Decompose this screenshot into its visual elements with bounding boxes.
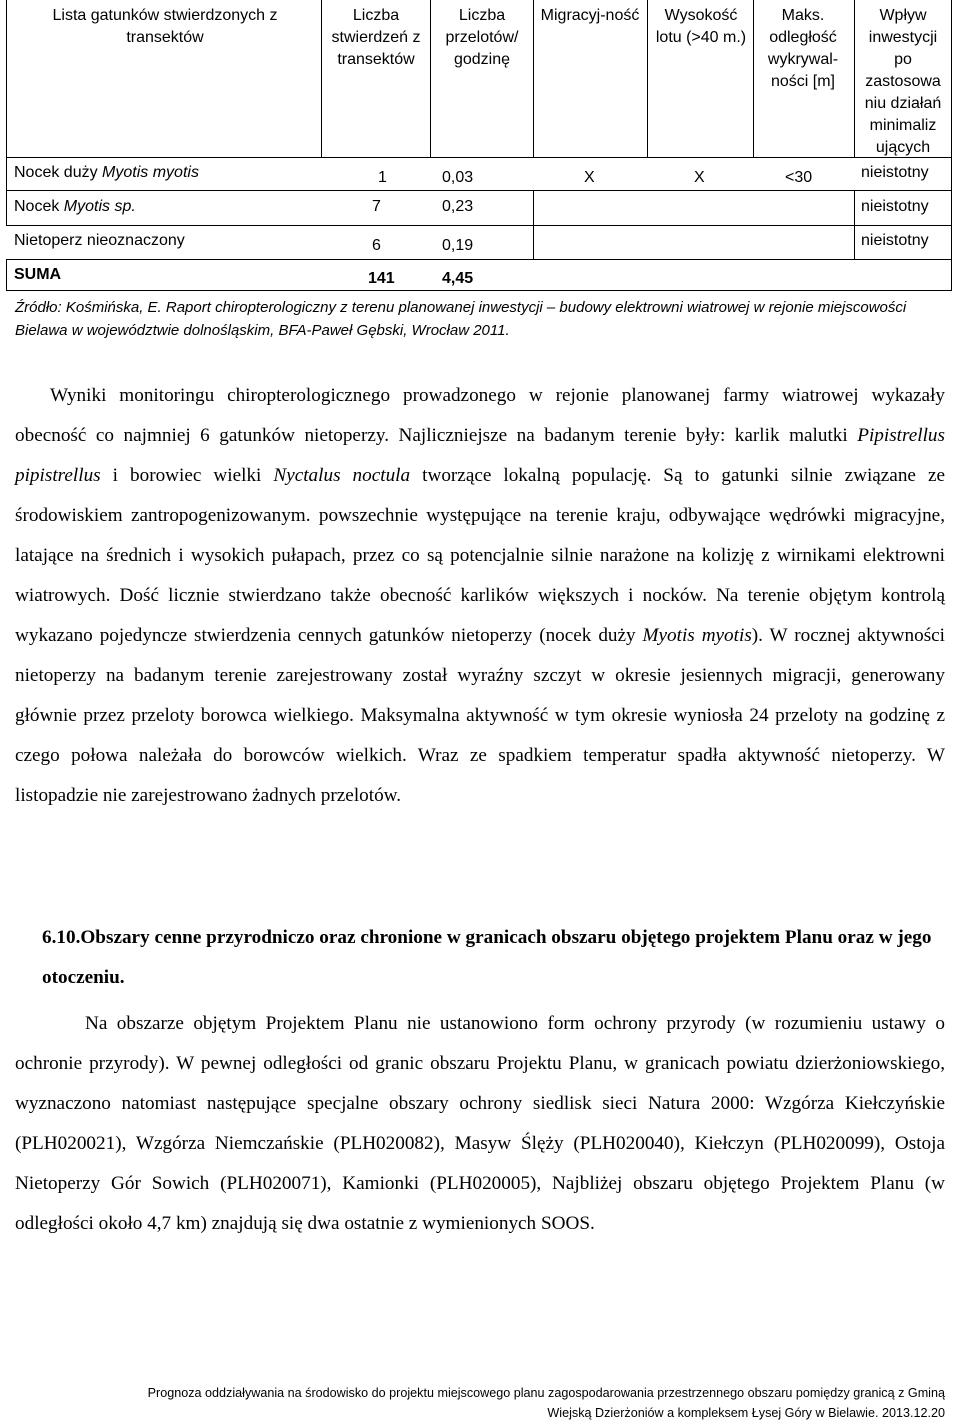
row-3-count: 6 <box>372 237 381 254</box>
header-distance: Maks. odległość wykrywal-ności [m] <box>767 7 839 90</box>
header-flights: Liczba przelotów/ godzinę <box>445 7 519 68</box>
sum-count: 141 <box>368 270 395 287</box>
row-2-species: Nocek Myotis sp. <box>14 198 136 215</box>
table-source-note: Źródło: Kośmińska, E. Raport chiropterologiczny z terenu planowanej inwestycji – budowy elektrowni wiatrowej w rejonie miejscowości Bielawa w województwie dolnośląskim, BFA-Paweł Gębski, Wrocław 2011. <box>15 299 907 339</box>
row-3-impact: nieistotny <box>861 232 929 249</box>
sum-flights: 4,45 <box>442 270 474 287</box>
section-heading: 6.10.Obszary cenne przyrodniczo oraz chronione w granicach obszaru objętego projektem Planu oraz w jego otoczeniu. <box>42 927 932 988</box>
header-count: Liczba stwierdzeń z transektów <box>331 7 421 68</box>
header-species: Lista gatunków stwierdzonych z transektów <box>52 7 278 46</box>
species-table <box>6 0 952 291</box>
row-2-impact: nieistotny <box>861 198 929 215</box>
footer-line-2: Wiejską Dzierżoniów a kompleksem Łysej Góry w Bielawie. 2013.12.20 <box>547 1406 945 1420</box>
row-1-height: X <box>694 169 705 186</box>
row-1-count: 1 <box>378 169 387 186</box>
row-2-flights: 0,23 <box>442 198 474 215</box>
row-3-species: Nietoperz nieoznaczony <box>14 232 185 249</box>
sum-label: SUMA <box>14 266 62 283</box>
header-migration: Migracyj-ność <box>540 7 640 24</box>
paragraph-natura: Na obszarze objętym Projektem Planu nie ustanowiono form ochrony przyrody (w rozumieniu ustawy o ochronie przyrody). W pewnej odległości od granic obszaru Projektu Planu, w granicach powiatu dzierżoniowskiego, wyznaczono natomiast następujące specjalne obszary ochrony siedlisk sieci Natura 2000: Wzgórza Kiełczyńskie (PLH020021), Wzgórza Niemczańskie (PLH020082), Masyw Ślęży (PLH020040), Kiełczyn (PLH020099), Ostoja Nietoperzy Gór Sowich (PLH020071), Kamionki (PLH020005), Najbliżej obszaru objętego Projektem Planu (w odległości około 4,7 km) znajdują się dwa ostatnie z wymienionych SOOS. <box>15 1013 945 1234</box>
footer-line-1: Prognoza oddziaływania na środowisko do projektu miejscowego planu zagospodarowania przestrzennego obszaru pomiędzy granicą z Gminą <box>147 1386 945 1400</box>
header-height: Wysokość lotu (>40 m.) <box>655 7 747 46</box>
header-impact: Wpływ inwestycji po zastosowa niu działań minimaliz ujących <box>864 7 942 156</box>
row-1-migration: X <box>584 169 595 186</box>
row-1-species: Nocek duży Myotis myotis <box>14 164 199 181</box>
row-2-count: 7 <box>372 198 381 215</box>
row-1-impact: nieistotny <box>861 164 929 181</box>
page-footer <box>15 1383 945 1423</box>
paragraph-monitoring: Wyniki monitoringu chiropterologicznego prowadzonego w rejonie planowanej farmy wiatrowej wykazały obecność co najmniej 6 gatunków nietoperzy. Najliczniejsze na badanym terenie były: karlik malutki Pipistrellus pipistrellus i borowiec wielki Nyctalus noctula tworzące lokalną populację. Są to gatunki silnie związane ze środowiskiem zantropogenizowanym. powszechnie występujące na terenie kraju, odbywające wędrówki migracyjne, latające na średnich i wysokich pułapach, przez co są potencjalnie silnie narażone na kolizję z wirnikami elektrowni wiatrowych. Dość licznie stwierdzano także obecność karlików większych i nocków. Na terenie objętym kontrolą wykazano pojedyncze stwierdzenia cennych gatunków nietoperzy (nocek duży Myotis myotis). W rocznej aktywności nietoperzy na badanym terenie zarejestrowany został wyraźny szczyt w okresie jesiennych migracji, generowany głównie przez przeloty borowca wielkiego. Maksymalna aktywność w tym okresie wyniosła 24 przeloty na godzinę z czego połowa należała do borowców wielkich. Wraz ze spadkiem temperatur spadła aktywność nietoperzy. W listopadzie nie zarejestrowano żadnych przelotów. <box>15 385 946 806</box>
row-1-flights: 0,03 <box>442 169 474 186</box>
row-1-distance: <30 <box>785 169 813 186</box>
row-3-flights: 0,19 <box>442 237 474 254</box>
